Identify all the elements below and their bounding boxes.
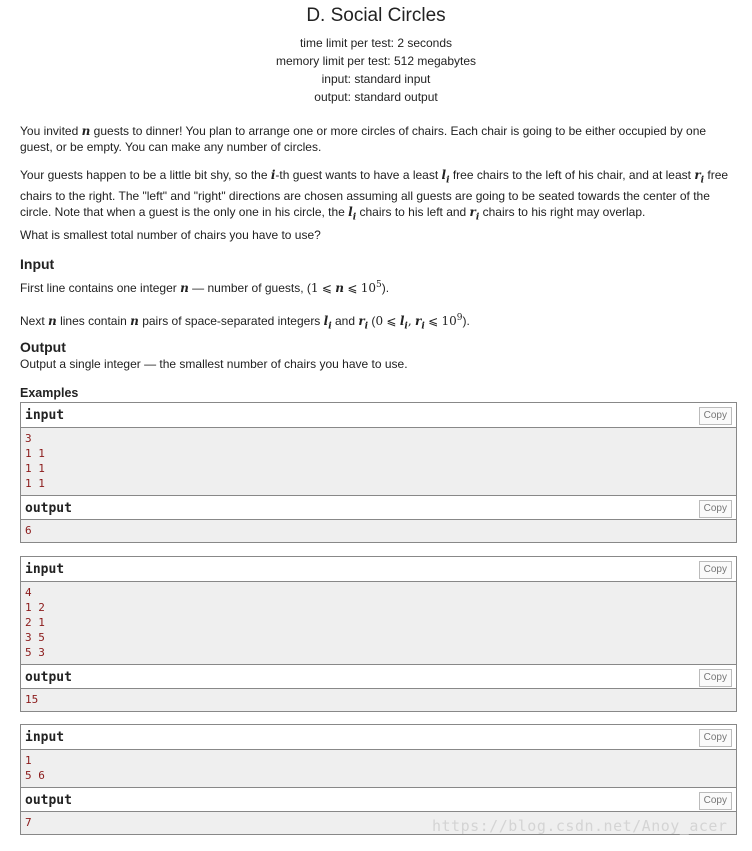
math-r-i: $r_i$	[694, 168, 705, 186]
example-input-body	[21, 428, 736, 495]
output-description: Output a single integer — the smallest number of chairs you have to use.	[20, 357, 408, 371]
copy-input-button[interactable]: Copy	[699, 729, 732, 747]
input-line: 3	[25, 432, 32, 445]
statement-text: free chairs to the right. The "left" and "right" directions are chosen assuming all guests are going to be seated towards the center of the circle. Note that when a guest is the only one in his circle, the	[20, 168, 729, 220]
math-l-i: $l_i$	[348, 205, 357, 223]
example-output-header	[21, 787, 736, 812]
statement-text: Your guests happen to be a little bit shy, so the	[20, 168, 271, 182]
input-line: 1 1	[25, 447, 45, 460]
input-label: input	[25, 408, 65, 423]
statement-text: You invited	[20, 124, 82, 138]
example-output-header	[21, 495, 736, 520]
example-input-header	[21, 725, 736, 750]
input-line: 4	[25, 586, 32, 599]
output-line: 6	[25, 524, 32, 537]
math-i: i	[270, 168, 276, 182]
input-line-1: First line contains one integer n — number of guests, (1 ⩽ n ⩽ $10^5$).	[20, 280, 390, 295]
problem-title: D. Social Circles	[306, 5, 446, 26]
output-line: 7	[25, 816, 32, 829]
time-limit: time limit per test: 2 seconds	[299, 36, 453, 50]
statement-text: guests to dinner! You plan to arrange one or more circles of chairs. Each chair is going to be either occupied by one guest, or be empty. You can make any number of circles.	[20, 124, 707, 154]
examples-title: Examples	[20, 386, 79, 400]
statement-paragraph-1	[20, 123, 736, 155]
example-output-header	[21, 664, 736, 689]
output-section	[20, 339, 736, 372]
copy-output-button[interactable]: Copy	[699, 500, 732, 518]
output-line: 15	[25, 693, 39, 706]
example-output-body	[21, 520, 736, 542]
math-n: n	[81, 124, 91, 138]
input-line: 1	[25, 754, 32, 767]
input-line: 1 2	[25, 601, 45, 614]
example-2	[20, 556, 737, 712]
input-line: 1 1	[25, 462, 45, 475]
example-1	[20, 402, 737, 543]
statement-text: free chairs to the left of his chair, and at least	[449, 168, 695, 182]
copy-input-button[interactable]: Copy	[699, 561, 732, 579]
input-label: input	[25, 562, 65, 577]
input-line-2: Next n lines contain n pairs of space-separated integers $l_i$ and $r_i$ (0 ⩽ $l_i$, $r_i$ ⩽ $10^9$).	[20, 313, 470, 332]
watermark: https://blog.csdn.net/Anoy_acer	[432, 817, 728, 835]
problem-limits	[0, 34, 752, 106]
example-output-body	[21, 689, 736, 711]
input-line: 1 1	[25, 477, 45, 490]
copy-input-button[interactable]: Copy	[699, 407, 732, 425]
example-input-body	[21, 750, 736, 787]
input-label: input	[25, 730, 65, 745]
statement-text: chairs to his left and	[356, 205, 470, 220]
memory-limit: memory limit per test: 512 megabytes	[275, 54, 477, 68]
example-input-header	[21, 557, 736, 582]
input-line: 2 1	[25, 616, 45, 629]
output-section-title: Output	[20, 339, 66, 355]
input-line: 5 3	[25, 646, 45, 659]
example-input-body	[21, 582, 736, 664]
output-label: output	[25, 501, 72, 516]
math-r-i: $r_i$	[469, 205, 480, 223]
input-section	[20, 256, 736, 334]
statement-question: What is smallest total number of chairs you have to use?	[20, 228, 321, 242]
statement-paragraph-2	[20, 167, 736, 226]
output-label: output	[25, 793, 72, 808]
copy-output-button[interactable]: Copy	[699, 669, 732, 687]
input-file: input: standard input	[321, 72, 431, 86]
statement-paragraph-3	[20, 227, 736, 243]
input-line: 5 6	[25, 769, 45, 782]
output-file: output: standard output	[314, 90, 438, 104]
statement-text: -th guest wants to have a least	[275, 168, 442, 182]
statement-text: chairs to his right may overlap.	[479, 205, 646, 220]
input-line: 3 5	[25, 631, 45, 644]
math-l-i: $l_i$	[441, 168, 450, 186]
example-input-header	[21, 403, 736, 428]
input-section-title: Input	[20, 256, 55, 272]
problem-header	[0, 5, 752, 106]
copy-output-button[interactable]: Copy	[699, 792, 732, 810]
examples-section	[20, 386, 736, 400]
output-label: output	[25, 670, 72, 685]
